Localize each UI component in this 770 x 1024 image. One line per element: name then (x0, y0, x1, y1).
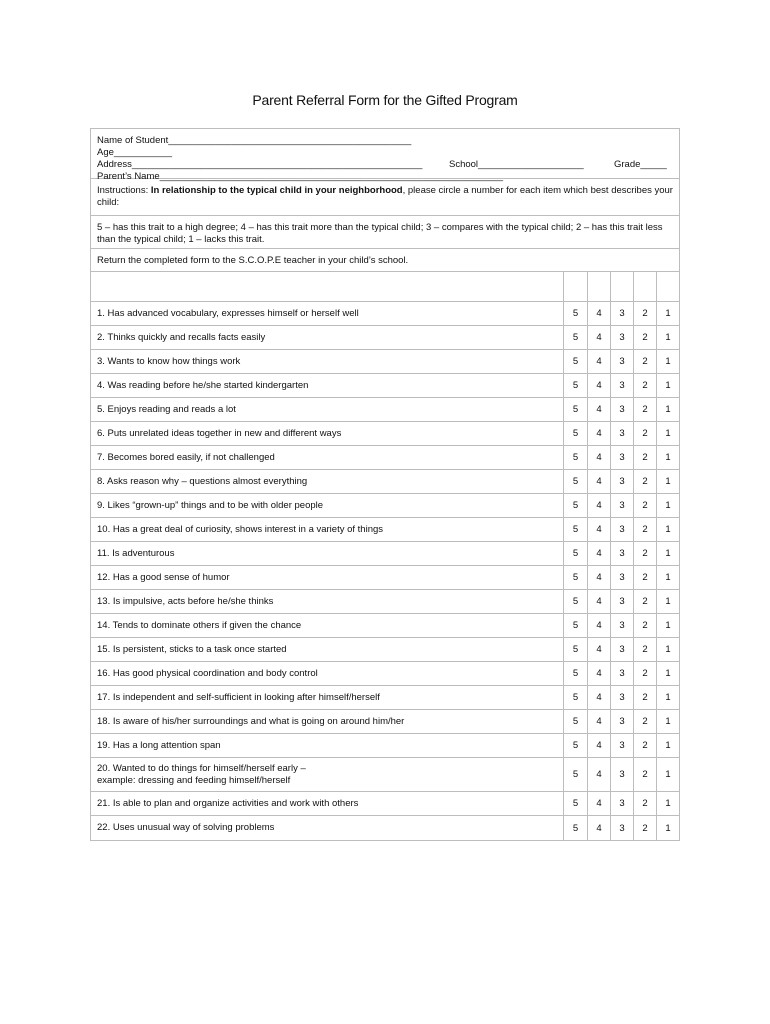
address-field[interactable]: Address_______________________________________________________ (97, 159, 423, 170)
rating-option-4[interactable]: 4 (588, 590, 611, 613)
table-row (91, 518, 679, 542)
rating-option-3[interactable]: 3 (611, 470, 634, 493)
rating-table (91, 272, 679, 840)
item-text: 12. Has a good sense of humor (91, 566, 564, 589)
rating-option-1[interactable]: 1 (665, 500, 671, 511)
rating-option-3[interactable]: 3 (611, 686, 634, 709)
table-row (91, 816, 679, 840)
item-text: 17. Is independent and self-sufficient in looking after himself/herself (91, 686, 564, 709)
table-row (91, 470, 679, 494)
parent-name-field[interactable]: Parent’s Name_________________________________________________________________ (97, 171, 504, 182)
student-name-field[interactable]: Name of Student______________________________________________ (97, 135, 412, 146)
rating-option-4[interactable]: 4 (588, 734, 611, 757)
rating-option-4[interactable]: 4 (588, 662, 611, 685)
rating-option-3[interactable]: 3 (611, 326, 634, 349)
table-row (91, 686, 679, 710)
rating-option-1[interactable]: 1 (665, 404, 671, 415)
grade-field[interactable]: Grade_____ (614, 159, 667, 170)
return-note: Return the completed form to the S.C.O.P.E teacher in your child’s school. (91, 249, 679, 272)
item-text: 3. Wants to know how things work (91, 350, 564, 373)
rating-option-1[interactable]: 1 (665, 716, 671, 727)
rating-option-3[interactable]: 3 (611, 758, 634, 791)
table-row (91, 638, 679, 662)
header-rating-cell (564, 272, 588, 301)
rating-option-2[interactable]: 2 (634, 398, 657, 421)
rating-option-4[interactable]: 4 (588, 350, 611, 373)
rating-option-1[interactable]: 1 (665, 380, 671, 391)
rating-option-3[interactable]: 3 (611, 816, 634, 840)
rating-option-2[interactable]: 2 (634, 734, 657, 757)
rating-option-1[interactable]: 1 (665, 769, 671, 780)
rating-option-4[interactable]: 4 (588, 446, 611, 469)
rating-option-5[interactable]: 5 (564, 398, 588, 421)
rating-option-2[interactable]: 2 (634, 326, 657, 349)
rating-option-3[interactable]: 3 (611, 350, 634, 373)
rating-option-3[interactable]: 3 (611, 710, 634, 733)
rating-option-1[interactable]: 1 (665, 692, 671, 703)
rating-option-1[interactable]: 1 (665, 798, 671, 809)
rating-option-4[interactable]: 4 (588, 422, 611, 445)
rating-option-2[interactable]: 2 (634, 614, 657, 637)
rating-option-5[interactable]: 5 (564, 350, 588, 373)
item-text: 4. Was reading before he/she started kindergarten (91, 374, 564, 397)
rating-option-5[interactable]: 5 (564, 518, 588, 541)
rating-option-4[interactable]: 4 (588, 302, 611, 325)
rating-option-4[interactable]: 4 (588, 792, 611, 815)
item-text: 15. Is persistent, sticks to a task once started (91, 638, 564, 661)
rating-option-3[interactable]: 3 (611, 398, 634, 421)
table-row (91, 326, 679, 350)
rating-option-4[interactable]: 4 (588, 470, 611, 493)
table-row (91, 614, 679, 638)
rating-option-1[interactable]: 1 (665, 548, 671, 559)
item-text: 13. Is impulsive, acts before he/she thinks (91, 590, 564, 613)
rating-option-3[interactable]: 3 (611, 734, 634, 757)
rating-option-2[interactable]: 2 (634, 758, 657, 791)
rating-option-5[interactable]: 5 (564, 326, 588, 349)
rating-option-2[interactable]: 2 (634, 422, 657, 445)
rating-option-3[interactable]: 3 (611, 542, 634, 565)
rating-option-2[interactable]: 2 (634, 816, 657, 840)
item-text: 14. Tends to dominate others if given the chance (91, 614, 564, 637)
item-text: 18. Is aware of his/her surroundings and what is going on around him/her (91, 710, 564, 733)
item-text: 21. Is able to plan and organize activities and work with others (91, 792, 564, 815)
rating-option-2[interactable]: 2 (634, 446, 657, 469)
rating-option-2[interactable]: 2 (634, 494, 657, 517)
rating-option-4[interactable]: 4 (588, 816, 611, 840)
table-row (91, 302, 679, 326)
rating-option-5[interactable]: 5 (564, 422, 588, 445)
rating-option-5[interactable]: 5 (564, 758, 588, 791)
rating-option-3[interactable]: 3 (611, 446, 634, 469)
rating-option-3[interactable]: 3 (611, 566, 634, 589)
form-title: Parent Referral Form for the Gifted Program (252, 92, 518, 108)
rating-option-1[interactable]: 1 (665, 428, 671, 439)
item-text: 7. Becomes bored easily, if not challenged (91, 446, 564, 469)
rating-option-5[interactable]: 5 (564, 542, 588, 565)
rating-option-3[interactable]: 3 (611, 518, 634, 541)
item-text: 8. Asks reason why – questions almost everything (91, 470, 564, 493)
item-text: 16. Has good physical coordination and body control (91, 662, 564, 685)
rating-option-5[interactable]: 5 (564, 590, 588, 613)
rating-option-5[interactable]: 5 (564, 792, 588, 815)
rating-option-1[interactable]: 1 (665, 740, 671, 751)
table-row (91, 398, 679, 422)
item-text: 22. Uses unusual way of solving problems (91, 816, 564, 840)
rating-option-5[interactable]: 5 (564, 816, 588, 840)
rating-option-5[interactable]: 5 (564, 302, 588, 325)
rating-option-5[interactable]: 5 (564, 734, 588, 757)
table-header-row (91, 272, 679, 302)
rating-option-5[interactable]: 5 (564, 662, 588, 685)
rating-option-3[interactable]: 3 (611, 422, 634, 445)
instructions-rest: , please circle a number for each item which best describes your child: (97, 185, 673, 208)
item-text: 2. Thinks quickly and recalls facts easily (91, 326, 564, 349)
rating-option-1[interactable]: 1 (665, 572, 671, 583)
rating-option-1[interactable]: 1 (665, 620, 671, 631)
table-row (91, 662, 679, 686)
rating-option-5[interactable]: 5 (564, 566, 588, 589)
table-row (91, 792, 679, 816)
table-row (91, 446, 679, 470)
item-text: 10. Has a great deal of curiosity, shows interest in a variety of things (91, 518, 564, 541)
rating-option-3[interactable]: 3 (611, 792, 634, 815)
rating-option-1[interactable]: 1 (665, 524, 671, 535)
rating-option-5[interactable]: 5 (564, 638, 588, 661)
rating-option-1[interactable]: 1 (665, 452, 671, 463)
table-row (91, 566, 679, 590)
rating-option-2[interactable]: 2 (634, 350, 657, 373)
rating-option-2[interactable]: 2 (634, 374, 657, 397)
rating-option-5[interactable]: 5 (564, 374, 588, 397)
rating-option-2[interactable]: 2 (634, 518, 657, 541)
header-rating-cell (634, 272, 657, 301)
rating-option-5[interactable]: 5 (564, 446, 588, 469)
age-field[interactable]: Age___________ (97, 147, 173, 158)
header-item-cell (91, 272, 564, 301)
rating-option-4[interactable]: 4 (588, 710, 611, 733)
school-field[interactable]: School____________________ (449, 159, 584, 170)
header-rating-cell (611, 272, 634, 301)
table-row (91, 374, 679, 398)
instructions-lead: Instructions: (97, 185, 151, 196)
item-text: 9. Likes “grown-up” things and to be with older people (91, 494, 564, 517)
rating-option-4[interactable]: 4 (588, 758, 611, 791)
rating-option-3[interactable]: 3 (611, 494, 634, 517)
rating-option-2[interactable]: 2 (634, 590, 657, 613)
table-row (91, 494, 679, 518)
rating-scale-legend: 5 – has this trait to a high degree; 4 – has this trait more than the typical child; 3 – compares with the typical child; 2 – has this trait less than the typical child; 1 – lacks this trait. (91, 216, 679, 249)
rating-option-2[interactable]: 2 (634, 470, 657, 493)
header-rating-cell (588, 272, 611, 301)
rating-option-3[interactable]: 3 (611, 662, 634, 685)
rating-option-1[interactable]: 1 (665, 476, 671, 487)
rating-option-1[interactable]: 1 (665, 822, 671, 834)
rating-option-4[interactable]: 4 (588, 398, 611, 421)
table-row (91, 422, 679, 446)
header-rating-cell (657, 272, 679, 301)
table-row (91, 758, 679, 792)
rating-option-4[interactable]: 4 (588, 686, 611, 709)
rating-option-2[interactable]: 2 (634, 566, 657, 589)
rating-option-3[interactable]: 3 (611, 638, 634, 661)
rating-option-4[interactable]: 4 (588, 494, 611, 517)
rating-option-4[interactable]: 4 (588, 638, 611, 661)
rating-option-5[interactable]: 5 (564, 494, 588, 517)
table-row (91, 734, 679, 758)
student-info-section (91, 129, 679, 182)
table-row (91, 590, 679, 614)
rating-option-3[interactable]: 3 (611, 374, 634, 397)
instructions-emphasis: In relationship to the typical child in your neighborhood (150, 185, 403, 196)
rating-option-4[interactable]: 4 (588, 566, 611, 589)
table-row (91, 710, 679, 734)
rating-option-3[interactable]: 3 (611, 614, 634, 637)
table-row (91, 542, 679, 566)
rating-option-5[interactable]: 5 (564, 710, 588, 733)
rating-option-1[interactable]: 1 (665, 356, 671, 367)
rating-option-2[interactable]: 2 (634, 638, 657, 661)
rating-option-1[interactable]: 1 (665, 332, 671, 343)
rating-option-4[interactable]: 4 (588, 518, 611, 541)
rating-option-5[interactable]: 5 (564, 470, 588, 493)
instructions (91, 179, 679, 216)
rating-option-4[interactable]: 4 (588, 542, 611, 565)
item-text: 11. Is adventurous (91, 542, 564, 565)
referral-form (90, 128, 680, 841)
rating-option-2[interactable]: 2 (634, 542, 657, 565)
item-text: 19. Has a long attention span (91, 734, 564, 757)
rating-option-1[interactable]: 1 (665, 644, 671, 655)
rating-option-2[interactable]: 2 (634, 792, 657, 815)
table-row (91, 350, 679, 374)
rating-option-2[interactable]: 2 (634, 686, 657, 709)
rating-option-1[interactable]: 1 (665, 596, 671, 607)
item-text: 20. Wanted to do things for himself/herself early – example: dressing and feeding himself/herself (91, 758, 564, 791)
rating-option-4[interactable]: 4 (588, 614, 611, 637)
rating-option-3[interactable]: 3 (611, 590, 634, 613)
rating-option-2[interactable]: 2 (634, 662, 657, 685)
rating-option-4[interactable]: 4 (588, 326, 611, 349)
rating-option-2[interactable]: 2 (634, 302, 657, 325)
item-text: 6. Puts unrelated ideas together in new and different ways (91, 422, 564, 445)
rating-option-1[interactable]: 1 (665, 308, 671, 319)
rating-option-5[interactable]: 5 (564, 614, 588, 637)
item-text: 1. Has advanced vocabulary, expresses himself or herself well (91, 302, 564, 325)
rating-option-5[interactable]: 5 (564, 686, 588, 709)
rating-option-3[interactable]: 3 (611, 302, 634, 325)
item-text: 5. Enjoys reading and reads a lot (91, 398, 564, 421)
rating-option-4[interactable]: 4 (588, 374, 611, 397)
rating-option-1[interactable]: 1 (665, 668, 671, 679)
rating-option-2[interactable]: 2 (634, 710, 657, 733)
